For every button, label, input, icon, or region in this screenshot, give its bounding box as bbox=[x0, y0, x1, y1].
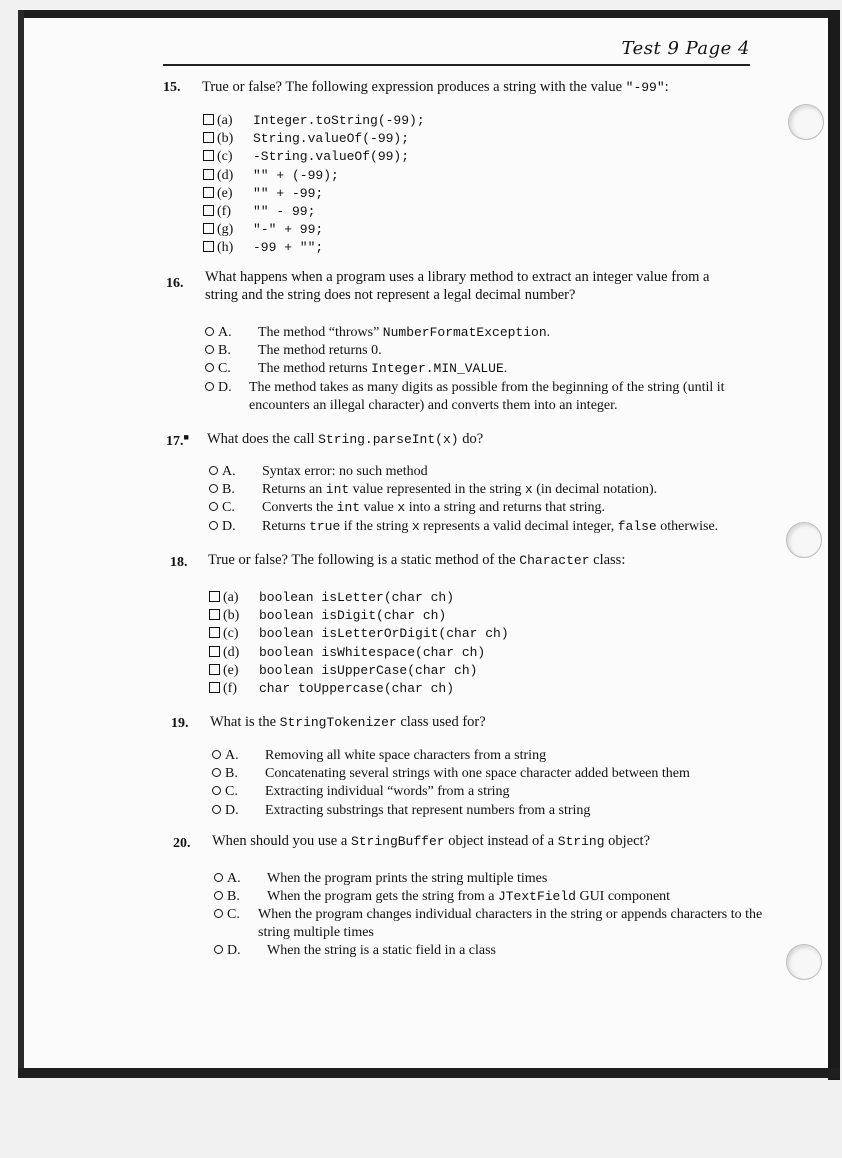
option-label: B. bbox=[218, 343, 231, 359]
question-text-part: When should you use a bbox=[212, 833, 351, 849]
option-label: (a) bbox=[223, 590, 239, 605]
option-code: char toUppercase(char ch) bbox=[259, 680, 455, 696]
option-code: Integer.MIN_VALUE bbox=[371, 361, 504, 377]
option-d[interactable] bbox=[209, 518, 718, 536]
radio-icon[interactable] bbox=[209, 484, 218, 493]
question-code: StringBuffer bbox=[350, 834, 445, 849]
option-code: boolean isLetterOrDigit(char ch) bbox=[259, 626, 509, 642]
scan-border-right bbox=[828, 10, 840, 1080]
option-d[interactable] bbox=[214, 942, 774, 960]
option-text: When the program prints the string multiple times bbox=[267, 871, 548, 886]
answer-options bbox=[203, 112, 425, 258]
option-label: (d) bbox=[223, 644, 240, 660]
question-text: What happens when a program uses a library method to extract an integer value from a string and the string does not represent a legal decimal number? bbox=[205, 269, 710, 303]
radio-icon[interactable] bbox=[214, 873, 223, 882]
option-c[interactable] bbox=[203, 148, 425, 166]
option-g[interactable] bbox=[203, 221, 425, 239]
punch-hole-middle bbox=[786, 522, 822, 558]
option-d[interactable] bbox=[203, 167, 425, 185]
option-label: A. bbox=[225, 748, 239, 763]
question-code: Character bbox=[519, 553, 590, 568]
option-d[interactable] bbox=[209, 644, 509, 662]
radio-icon[interactable] bbox=[212, 750, 221, 759]
option-label: (g) bbox=[217, 222, 234, 238]
question-code: String bbox=[557, 834, 605, 849]
option-text: Syntax error: no such method bbox=[262, 464, 428, 479]
option-label: B. bbox=[227, 889, 240, 905]
question-code: "-99" bbox=[625, 80, 665, 95]
option-code: true bbox=[309, 518, 341, 534]
question-text bbox=[202, 78, 762, 97]
option-text: Removing all white space characters from a string bbox=[265, 748, 547, 763]
option-text: . bbox=[546, 325, 551, 340]
answer-options bbox=[214, 870, 774, 961]
option-text: into a string and returns that string. bbox=[405, 500, 606, 516]
question-text-part: True or false? The following is a static method of the bbox=[208, 552, 520, 568]
scan-border-left bbox=[18, 10, 24, 1078]
option-b[interactable] bbox=[212, 765, 690, 783]
option-label: C. bbox=[227, 907, 240, 923]
option-a[interactable] bbox=[212, 747, 690, 765]
option-label: (c) bbox=[223, 626, 239, 642]
question-text-part: do? bbox=[458, 431, 484, 447]
checkbox-icon[interactable] bbox=[209, 591, 220, 602]
checkbox-icon[interactable] bbox=[203, 132, 214, 143]
option-d[interactable] bbox=[205, 379, 765, 415]
checkbox-icon[interactable] bbox=[203, 241, 214, 252]
question-text-part: What does the call bbox=[207, 431, 319, 447]
option-code: Integer.toString(-99); bbox=[253, 113, 425, 128]
option-label: (d) bbox=[217, 167, 234, 183]
option-b[interactable] bbox=[209, 481, 718, 499]
checkbox-icon[interactable] bbox=[203, 205, 214, 216]
option-label: C. bbox=[222, 500, 235, 516]
question-text bbox=[212, 832, 650, 851]
option-text: When the string is a static field in a class bbox=[267, 943, 496, 959]
option-code: x bbox=[524, 482, 533, 498]
option-a[interactable] bbox=[209, 589, 509, 607]
option-text: otherwise. bbox=[656, 518, 719, 534]
radio-icon[interactable] bbox=[205, 327, 214, 336]
radio-icon[interactable] bbox=[214, 945, 223, 954]
option-label: (b) bbox=[223, 608, 240, 624]
option-label: A. bbox=[227, 871, 241, 886]
option-h[interactable] bbox=[203, 239, 425, 257]
option-code: x bbox=[411, 518, 420, 534]
option-text: The method returns bbox=[258, 361, 372, 377]
checkbox-icon[interactable] bbox=[209, 682, 220, 693]
radio-icon[interactable] bbox=[212, 805, 221, 814]
question-text-part: What is the bbox=[210, 714, 280, 730]
option-text: value represented in the string bbox=[349, 482, 525, 498]
option-code: NumberFormatException bbox=[382, 325, 547, 340]
checkbox-icon[interactable] bbox=[209, 646, 220, 657]
radio-icon[interactable] bbox=[205, 382, 214, 391]
option-label: (e) bbox=[223, 662, 239, 678]
option-f[interactable] bbox=[203, 203, 425, 221]
question-text bbox=[208, 551, 625, 570]
option-b[interactable] bbox=[205, 342, 765, 360]
question-number: 20. bbox=[173, 836, 191, 851]
option-text: if the string bbox=[340, 518, 412, 534]
option-label: (h) bbox=[217, 240, 234, 256]
question-text-part: : bbox=[664, 79, 669, 95]
question-text-part: object? bbox=[604, 833, 651, 849]
option-label: (e) bbox=[217, 185, 233, 201]
option-label: A. bbox=[218, 325, 232, 340]
option-text: Extracting individual “words” from a string bbox=[265, 784, 510, 800]
option-text: The method takes as many digits as possible from the beginning of the string (until it encounters an illegal character) and converts them into an integer. bbox=[249, 379, 725, 413]
option-text: GUI component bbox=[575, 889, 671, 905]
answer-options bbox=[205, 324, 765, 415]
option-c[interactable] bbox=[214, 906, 774, 942]
checkbox-icon[interactable] bbox=[209, 664, 220, 675]
option-label: C. bbox=[218, 361, 231, 377]
question-text-part: class: bbox=[589, 552, 626, 568]
option-code: -String.valueOf(99); bbox=[253, 149, 410, 165]
question-number: 18. bbox=[170, 555, 188, 570]
option-code: "" - 99; bbox=[253, 203, 316, 219]
option-code: "-" + 99; bbox=[253, 222, 324, 238]
radio-icon[interactable] bbox=[205, 363, 214, 372]
scan-border-top bbox=[18, 10, 836, 18]
option-c[interactable] bbox=[209, 625, 509, 643]
radio-icon[interactable] bbox=[209, 466, 218, 475]
option-text: Returns an bbox=[262, 482, 326, 498]
option-label: D. bbox=[225, 802, 239, 818]
checkbox-icon[interactable] bbox=[209, 627, 220, 638]
option-c[interactable] bbox=[212, 783, 690, 801]
running-head: Test 9 Page 4 bbox=[621, 38, 750, 59]
option-code: int bbox=[325, 482, 350, 498]
option-code: boolean isDigit(char ch) bbox=[259, 608, 447, 624]
radio-icon[interactable] bbox=[212, 786, 221, 795]
option-label: (f) bbox=[217, 203, 231, 219]
option-label: D. bbox=[227, 943, 241, 959]
question-text-part: class used for? bbox=[396, 714, 486, 730]
option-text: represents a valid decimal integer, bbox=[419, 518, 618, 534]
option-a[interactable] bbox=[203, 112, 425, 130]
question-number bbox=[166, 432, 189, 450]
checkbox-icon[interactable] bbox=[203, 150, 214, 161]
option-label: B. bbox=[222, 482, 235, 498]
option-b[interactable] bbox=[203, 130, 425, 148]
option-code: boolean isUpperCase(char ch) bbox=[259, 662, 478, 678]
radio-icon[interactable] bbox=[214, 891, 223, 900]
option-code: int bbox=[336, 500, 361, 516]
answer-options bbox=[209, 589, 509, 698]
option-label: C. bbox=[225, 784, 238, 800]
checkbox-icon[interactable] bbox=[203, 114, 214, 125]
checkbox-icon[interactable] bbox=[203, 187, 214, 198]
option-d[interactable] bbox=[212, 802, 690, 820]
option-label: (b) bbox=[217, 131, 234, 147]
question-text-part: object instead of a bbox=[444, 833, 558, 849]
question-text bbox=[210, 713, 486, 732]
option-f[interactable] bbox=[209, 680, 509, 698]
option-b[interactable] bbox=[209, 607, 509, 625]
question-code: StringTokenizer bbox=[279, 715, 397, 730]
radio-icon[interactable] bbox=[209, 502, 218, 511]
option-label: A. bbox=[222, 464, 236, 479]
question-number-text: 17. bbox=[166, 434, 184, 449]
option-e[interactable] bbox=[203, 185, 425, 203]
checkbox-icon[interactable] bbox=[203, 169, 214, 180]
option-label: D. bbox=[222, 518, 236, 534]
option-text: Extracting substrings that represent numbers from a string bbox=[265, 802, 591, 818]
option-text: When the program changes individual characters in the string or appends characters to the string multiple times bbox=[258, 907, 763, 941]
option-text: The method returns 0. bbox=[258, 343, 382, 359]
radio-icon[interactable] bbox=[209, 521, 218, 530]
option-label: (c) bbox=[217, 149, 233, 165]
option-text: Converts the bbox=[262, 500, 337, 516]
question-text-part: True or false? The following expression produces a string with the value bbox=[202, 79, 623, 95]
option-code: -99 + ""; bbox=[253, 240, 324, 256]
option-c[interactable] bbox=[209, 499, 718, 517]
option-e[interactable] bbox=[209, 662, 509, 680]
option-label: (a) bbox=[217, 113, 233, 128]
punch-hole-top bbox=[788, 104, 824, 140]
radio-icon[interactable] bbox=[205, 345, 214, 354]
option-c[interactable] bbox=[205, 360, 765, 378]
scan-border-bottom bbox=[18, 1068, 840, 1078]
radio-icon[interactable] bbox=[212, 768, 221, 777]
checkbox-icon[interactable] bbox=[209, 609, 220, 620]
option-b[interactable] bbox=[214, 888, 774, 906]
option-code: "" + (-99); bbox=[253, 167, 339, 183]
option-label: (f) bbox=[223, 680, 237, 696]
option-code: x bbox=[397, 500, 406, 516]
option-text: Returns bbox=[262, 518, 310, 534]
option-code: String.valueOf(-99); bbox=[253, 131, 410, 147]
option-text: The method “throws” bbox=[258, 325, 383, 340]
option-text: When the program gets the string from a bbox=[267, 889, 498, 905]
header-rule bbox=[163, 64, 750, 66]
question-number: 15. bbox=[163, 80, 181, 95]
answer-options bbox=[209, 463, 718, 536]
radio-icon[interactable] bbox=[214, 909, 223, 918]
question-code: String.parseInt(x) bbox=[318, 432, 459, 447]
option-code: boolean isLetter(char ch) bbox=[259, 590, 455, 605]
option-text: . bbox=[503, 361, 508, 377]
question-text bbox=[207, 430, 483, 449]
option-text: value bbox=[360, 500, 398, 516]
option-code: false bbox=[617, 518, 657, 534]
option-a[interactable] bbox=[209, 463, 718, 481]
question-mark: ■ bbox=[183, 432, 189, 442]
answer-options bbox=[212, 747, 690, 820]
option-label: D. bbox=[218, 379, 232, 395]
question-number: 16. bbox=[166, 276, 184, 291]
option-code: JTextField bbox=[497, 889, 576, 905]
option-code: "" + -99; bbox=[253, 185, 324, 201]
option-text: Concatenating several strings with one space character added between them bbox=[265, 766, 690, 782]
option-label: B. bbox=[225, 766, 238, 782]
question-number: 19. bbox=[171, 716, 189, 731]
option-text: (in decimal notation). bbox=[532, 482, 658, 498]
checkbox-icon[interactable] bbox=[203, 223, 214, 234]
option-a[interactable] bbox=[214, 870, 774, 888]
option-a[interactable] bbox=[205, 324, 765, 342]
punch-hole-bottom bbox=[786, 944, 822, 980]
option-code: boolean isWhitespace(char ch) bbox=[259, 644, 486, 660]
